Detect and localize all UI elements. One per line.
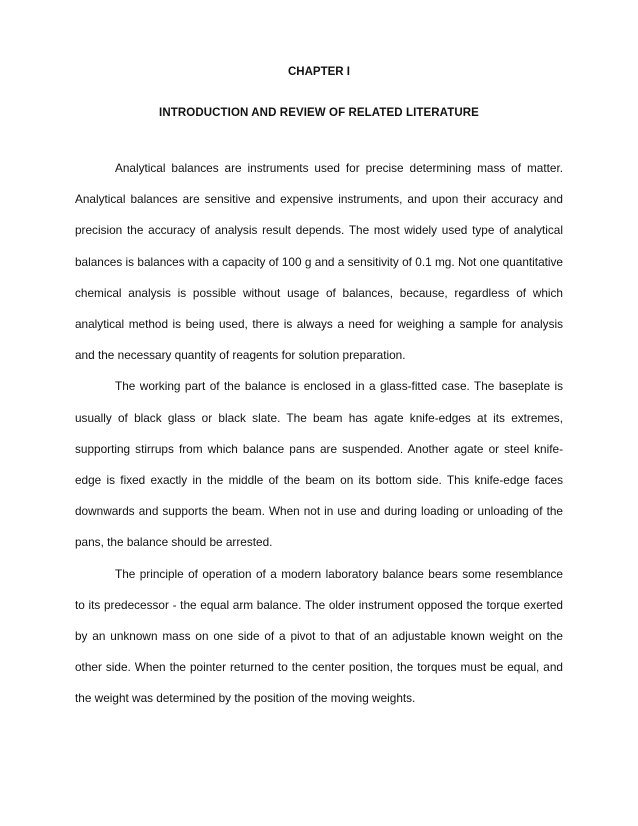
paragraph: Analytical balances are instruments used for precise determining mass of matter. Analytical balances are sensitive and expensive instruments, and upon their accuracy and precision the accuracy of analysis result depends. The most widely used type of analytical balances is balances with a capacity of 100 g and a sensitivity of 0.1 mg. Not one quantitative chemical analysis is possible without usage of balances, because, regardless of which analytical method is being used, there is always a need for weighing a sample for analysis and the necessary quantity of reagents for solution preparation. — [75, 161, 563, 363]
paragraph: The working part of the balance is enclosed in a glass-fitted case. The baseplate is usually of black glass or black slate. The beam has agate knife-edges at its extremes, supporting stirrups from which balance pans are suspended. Another agate or steel knife-edge is fixed exactly in the middle of the beam on its bottom side. This knife-edge faces downwards and supports the beam. When not in use and during loading or unloading of the pans, the balance should be arrested. — [75, 379, 563, 550]
body-text — [75, 153, 563, 715]
chapter-label: CHAPTER I — [288, 66, 350, 78]
chapter-title: INTRODUCTION AND REVIEW OF RELATED LITERATURE — [159, 107, 479, 119]
paragraph: The principle of operation of a modern laboratory balance bears some resemblance to its predecessor - the equal arm balance. The older instrument opposed the torque exerted by an unknown mass on one side of a pivot to that of an adjustable known weight on the other side. When the pointer returned to the center position, the torques must be equal, and the weight was determined by the position of the moving weights. — [75, 566, 563, 706]
